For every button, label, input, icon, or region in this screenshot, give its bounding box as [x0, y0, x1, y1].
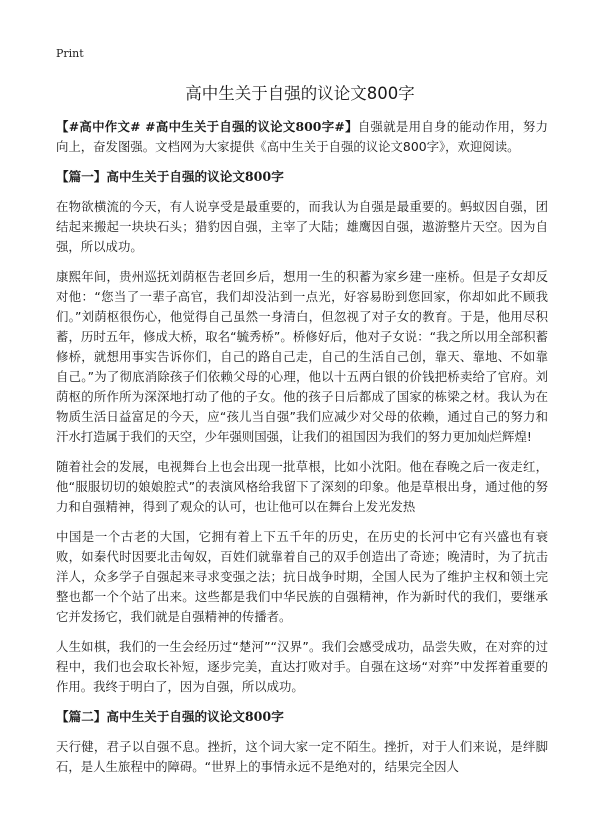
- page-title: 高中生关于自强的议论文800字: [185, 84, 415, 103]
- intro-paragraph: [56, 117, 548, 157]
- section-heading-1: 【篇一】高中生关于自强的议论文800字: [56, 169, 284, 184]
- print-label[interactable]: Print: [56, 47, 84, 60]
- article-body: [56, 117, 548, 787]
- intro-tags: 【#高中作文# #高中生关于自强的议论文800字#】: [56, 119, 358, 134]
- paragraph: 在物欲横流的今天，有人说享受是最重要的，而我认为自强是最重要的。蚂蚁因自强，团结起来搬起一块块石头；猎豹因自强，主宰了大陆；雄鹰因自强，遨游整片天空。因为自强，所以成功。: [56, 199, 548, 254]
- intro-text: 自强就是用自身的能动作用，努力向上，奋发图强。文档网为大家提供《高中生关于自强的议论文800字》，欢迎阅读。: [56, 119, 548, 154]
- paragraph: 天行健，君子以自强不息。挫折，这个词大家一定不陌生。挫折，对于人们来说，是绊脚石，是人生旅程中的障碍。“世界上的事情永远不是绝对的，结果完全因人: [56, 739, 548, 774]
- paragraph: 中国是一个古老的大国，它拥有着上下五千年的历史，在历史的长河中它有兴盛也有衰败，如秦代时因要北击匈奴，百姓们就靠着自己的双手创造出了奇迹；晚清时，为了抗击洋人，众多学子自强起来寻求变强之法；抗日战争时期，全国人民为了维护主权和领土完整也都一个个站了出来。这些都是我们中华民族的自强精神，作为新时代的我们，要继承它并发扬它，我们就是自强精神的传播者。: [56, 529, 548, 624]
- paragraph: 康熙年间，贵州巡抚刘荫枢告老回乡后，想用一生的积蓄为家乡建一座桥。但是子女却反对他：“您当了一辈子高官，我们却没沾到一点光，好容易盼到您回家，你却如此不顾我们。”刘荫枢很伤心，他觉得自己虽然一身清白，但忽视了对子女的教育。于是，他用尽积蓄，历时五年，修成大桥，取名“毓秀桥”。桥修好后，他对子女说：“我之所以用全部积蓄修桥，就想用事实告诉你们，自己的路自己走，自己的生活自己创，靠天、靠地、不如靠自己。”为了彻底消除孩子们依赖父母的心理，他以十五两白银的价钱把桥卖给了官府。刘荫枢的所作所为深深地打动了他的子女。他的孩子日后都成了国家的栋梁之材。我认为在物质生活日益富足的今天，应“孩儿当自强”我们应减少对父母的依赖，通过自己的努力和汗水打造属于我们的天空，少年强则国强，让我们的祖国因为我们的努力更加灿烂辉煌!: [56, 269, 548, 444]
- paragraph: 随着社会的发展，电视舞台上也会出现一批草根，比如小沈阳。他在春晚之后一夜走红，他“服服切切的娘娘腔式”的表演风格给我留下了深刻的印象。他是草根出身，通过他的努力和自强精神，得到了观众的认可，也让他可以在舞台上发光发热: [56, 459, 548, 514]
- paragraph: 人生如棋，我们的一生会经历过“楚河”“汉界”。我们会感受成功，品尝失败，在对弈的过程中，我们也会取长补短，逐步完美，直达打败对手。自强在这场“对弈”中发挥着重要的作用。我终于明白了，因为自强，所以成功。: [56, 639, 548, 694]
- section-heading-2: 【篇二】高中生关于自强的议论文800字: [56, 709, 284, 724]
